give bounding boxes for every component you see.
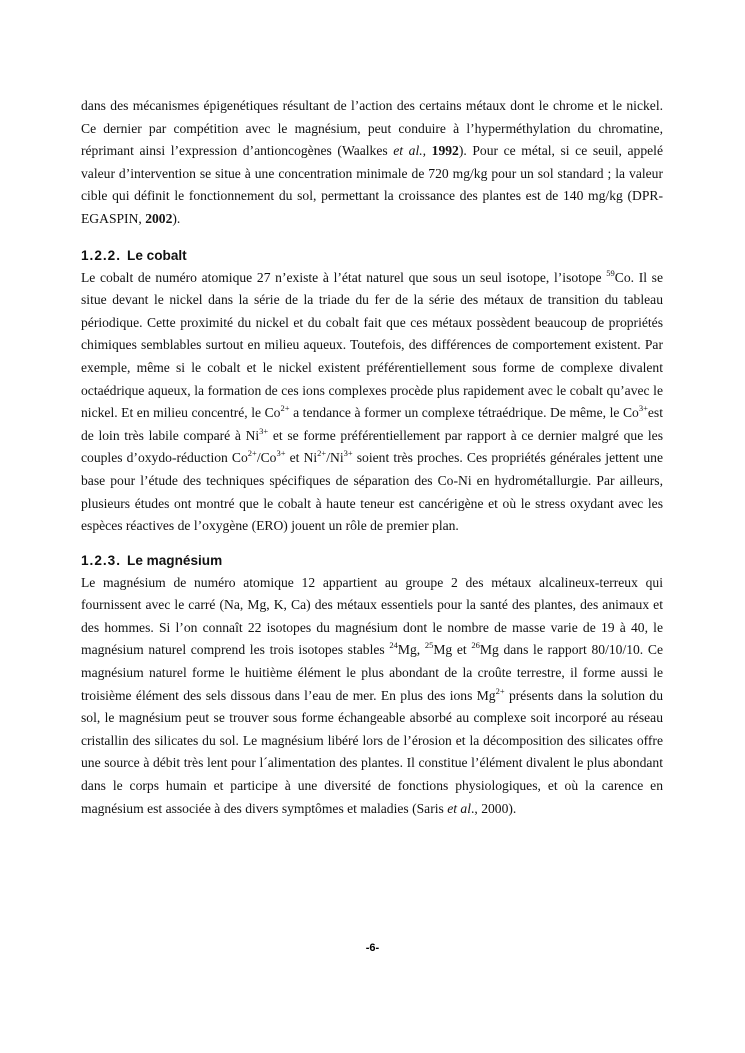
text-segment: dans des mécanismes épigenétiques résultant de l’action des certains métaux dont le chrome et le nickel. Ce dernier par compétition avec le magnésium, peut conduire à l’hyperméthylation du chromatine, réprimant ainsi l’expression d’antioncogènes (Waalkes — [81, 98, 663, 159]
superscript: 2+ — [495, 685, 505, 696]
text-segment: est de loin très labile comparé à Ni — [81, 405, 663, 443]
text-segment: Mg et — [433, 642, 472, 658]
citation-year: 2002 — [145, 210, 173, 226]
text-segment: /Co — [256, 450, 277, 466]
citation-etal: et al., — [393, 143, 427, 159]
page-number: -6- — [365, 942, 380, 954]
paragraph-cobalt — [81, 267, 663, 538]
section-heading-magnesium — [81, 550, 663, 572]
paragraph-magnesium — [81, 572, 663, 821]
superscript: 2+ — [280, 403, 290, 414]
superscript: 26 — [471, 640, 480, 651]
superscript: 2+ — [247, 448, 257, 459]
text-segment: Le cobalt de numéro atomique 27 n’existe à l’état naturel que sous un seul isotope, l’isotope — [81, 269, 607, 285]
text-segment: Mg dans le rapport 80/10/10. Ce magnésium naturel forme le huitième élément le plus abondant de la croûte terrestre, il forme aussi le troisième élément des sels dissous dans l’eau de mer. En plus des ions Mg — [81, 642, 663, 703]
text-segment: ). — [172, 210, 181, 226]
text-segment: a tendance à former un complexe tétraédrique. De même, le Co — [289, 405, 639, 421]
text-segment: Co. Il se situe devant le nickel dans la série de la triade du fer de la série des métaux de transition du tableau périodique. Cette proximité du nickel et du cobalt fait que ces métaux possèdent beaucoup de propriétés chimiques semblables surtout en milieu aqueux. Toutefois, des différences de comportement existent. Par exemple, même si le cobalt et le nickel existent préférentiellement sous forme de complexe divalent octaédrique aqueux, la formation de ces ions complexes procède plus rapidement avec le cobalt qu’avec le nickel. Et en milieu concentré, le Co — [81, 269, 664, 421]
superscript: 3+ — [259, 425, 269, 436]
text-segment: présents dans la solution du sol, le magnésium peut se trouver sous forme échangeable absorbé au complexe soit incorporé au réseau cristallin des silicates du sol. Le magnésium libéré lors de l’érosion et la décomposition des silicates offre une source à débit très lent pour l´alimentation des plantes. Il constitue l’élément divalent le plus abondant dans le corps humain et participe à une diversité de fonctions physiologiques, et où la carence en magnésium est associée à des divers symptômes et maladies (Saris — [81, 687, 663, 816]
citation-etal: et al — [447, 800, 471, 816]
text-segment: /Ni — [326, 450, 344, 466]
section-title: Le cobalt — [127, 247, 187, 263]
superscript: 3+ — [343, 448, 353, 459]
superscript: 3+ — [276, 448, 286, 459]
section-number: 1.2.2. — [81, 247, 122, 263]
text-segment: ., 2000). — [471, 800, 517, 816]
text-segment: soient très proches. Ces propriétés générales jettent une base pour l’étude des techniques spécifiques de séparation des Co-Ni en hydrométallurgie. Par ailleurs, plusieurs études ont montré que le cobalt à haute teneur est cancérigène et où le stress oxydant avec les espèces réactives de l’oxygène (ERO) jouent un rôle de premier plan. — [81, 450, 664, 534]
text-segment: et Ni — [285, 450, 318, 466]
section-heading-cobalt — [81, 245, 663, 267]
section-number: 1.2.3. — [81, 552, 122, 568]
text-segment: Mg, — [397, 642, 425, 658]
section-title: Le magnésium — [127, 552, 223, 568]
paragraph-intro — [81, 95, 663, 231]
document-page — [81, 95, 663, 820]
superscript: 25 — [424, 640, 434, 651]
citation-year: 1992 — [431, 143, 459, 159]
superscript: 2+ — [317, 448, 327, 459]
superscript: 24 — [389, 640, 398, 651]
text-segment: Le magnésium de numéro atomique 12 appartient au groupe 2 des métaux alcalineux-terreux qui fournissent avec le carré (Na, Mg, K, Ca) des métaux essentiels pour la santé des plantes, des animaux et des hommes. Si l’on connaît 22 isotopes du magnésium dont le nombre de masse varie de 19 à 40, le magnésium naturel comprend les trois isotopes stables — [81, 574, 663, 658]
superscript: 3+ — [638, 403, 648, 414]
superscript: 59 — [606, 267, 615, 278]
text-segment: et se forme préférentiellement par rapport à ce dernier malgré que les couples d’oxydo-réduction Co — [81, 427, 663, 466]
text-segment: ). Pour ce métal, si ce seuil, appelé valeur d’intervention se situe à une concentration minimale de 720 mg/kg pour un sol standard ; la valeur cible qui définit le fonctionnement du sol, permettant la croissance des plantes est de 140 mg/kg (DPR-EGASPIN, — [81, 143, 663, 226]
